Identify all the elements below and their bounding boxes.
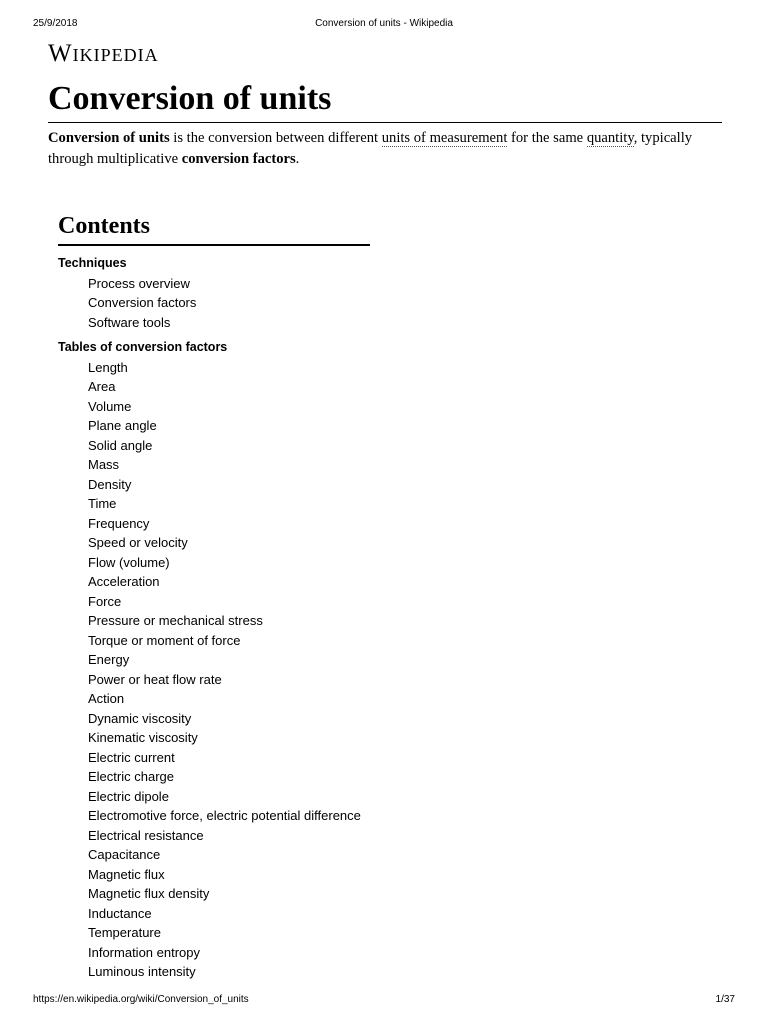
toc-item[interactable]: Magnetic flux <box>88 866 165 882</box>
lead-term: Conversion of units <box>48 130 170 146</box>
toc-item[interactable]: Software tools <box>88 314 171 330</box>
toc-item[interactable]: Volume <box>88 398 132 414</box>
toc-sublist <box>58 358 370 982</box>
toc-section-tables <box>58 338 370 982</box>
print-footer <box>33 994 735 1008</box>
toc-item[interactable]: Information entropy <box>88 944 201 960</box>
print-document-title: Conversion of units - Wikipedia <box>315 18 453 29</box>
toc-section-label[interactable]: Techniques <box>58 256 127 270</box>
wikipedia-wordmark[interactable]: Wikipedia <box>48 40 159 67</box>
toc-item[interactable]: Process overview <box>88 275 190 291</box>
link-quantity[interactable]: quantity <box>586 130 634 146</box>
toc-item[interactable]: Luminous intensity <box>88 964 196 979</box>
toc-item[interactable]: Magnetic flux density <box>88 886 210 901</box>
lead-term-conversion-factors: conversion factors <box>181 151 296 167</box>
toc-section-label[interactable]: Tables of conversion factors <box>58 340 228 354</box>
toc-item[interactable]: Conversion factors <box>88 295 197 310</box>
toc-item[interactable]: Dynamic viscosity <box>88 710 192 726</box>
lead-text-2: for the same <box>507 130 587 146</box>
table-of-contents <box>58 210 370 982</box>
toc-item[interactable]: Kinematic viscosity <box>88 730 198 745</box>
toc-title: Contents <box>58 210 370 246</box>
toc-item[interactable]: Force <box>88 593 122 609</box>
toc-item[interactable]: Temperature <box>88 925 161 940</box>
toc-item[interactable]: Energy <box>88 652 130 667</box>
toc-item[interactable]: Frequency <box>88 515 150 531</box>
toc-item[interactable]: Plane angle <box>88 418 157 433</box>
page-title: Conversion of units <box>48 78 722 123</box>
lead-text-4: . <box>295 151 300 167</box>
toc-item[interactable]: Electromotive force, electric potential difference <box>88 808 361 823</box>
link-units-of-measurement[interactable]: units of measurement <box>381 130 508 146</box>
toc-item[interactable]: Density <box>88 476 132 492</box>
toc-item[interactable]: Pressure or mechanical stress <box>88 613 263 628</box>
toc-item[interactable]: Capacitance <box>88 847 161 862</box>
toc-item[interactable]: Action <box>88 691 125 706</box>
toc-item[interactable]: Power or heat flow rate <box>88 671 222 687</box>
toc-section-techniques <box>58 254 370 332</box>
print-page-number: 1/37 <box>715 994 735 1005</box>
print-date: 25/9/2018 <box>33 18 78 29</box>
toc-item[interactable]: Electrical resistance <box>88 827 204 843</box>
toc-item[interactable]: Time <box>88 496 117 511</box>
toc-sublist <box>58 274 370 333</box>
print-header <box>33 18 735 32</box>
toc-item[interactable]: Speed or velocity <box>88 535 188 550</box>
toc-item[interactable]: Electric charge <box>88 769 174 784</box>
toc-item[interactable]: Electric current <box>88 749 175 765</box>
lead-text-3: , typically through multiplicative <box>48 130 693 167</box>
print-url: https://en.wikipedia.org/wiki/Conversion_of_units <box>33 994 249 1005</box>
toc-item[interactable]: Mass <box>88 457 120 472</box>
toc-item[interactable]: Flow (volume) <box>88 554 170 570</box>
toc-item[interactable]: Inductance <box>88 905 152 921</box>
toc-item[interactable]: Torque or moment of force <box>88 632 241 648</box>
toc-item[interactable]: Length <box>88 359 128 375</box>
lead-text-1: is the conversion between different <box>169 130 382 146</box>
lead-paragraph <box>48 128 728 170</box>
toc-item[interactable]: Electric dipole <box>88 788 169 804</box>
toc-item[interactable]: Solid angle <box>88 437 153 453</box>
toc-item[interactable]: Acceleration <box>88 574 160 589</box>
toc-item[interactable]: Area <box>88 379 116 394</box>
